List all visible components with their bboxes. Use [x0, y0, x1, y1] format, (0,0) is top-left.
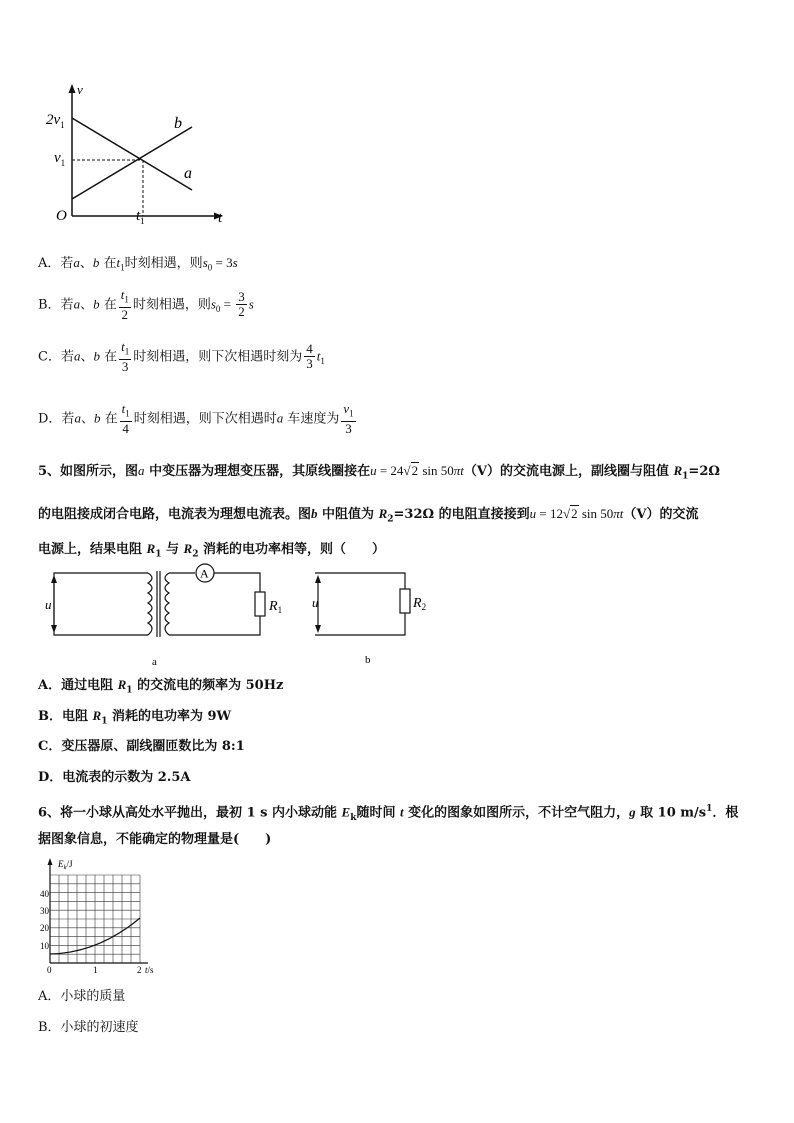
fraction: $\frac{t_1}{3}$	[121, 339, 130, 374]
vt-graph	[40, 80, 240, 230]
vt-y-arrow	[69, 84, 76, 93]
ek-y-tick-10: 10	[40, 941, 49, 951]
circuit-b-caption: b	[365, 654, 371, 666]
q6-option-b: B．小球的初速度	[38, 1020, 139, 1035]
circuit-a	[40, 565, 283, 670]
q4-option-c: C．若a、b 在 $\frac{t_1}{3}$ 时刻相遇，则下次相遇时刻为 $\frac{4}{3}$ $t_1$	[38, 339, 325, 374]
vt-origin: O	[56, 208, 67, 224]
fraction: $\frac{t_1}{4}$	[121, 401, 130, 436]
q4-option-d: D．若a、b 在 $\frac{t_1}{4}$ 时刻相遇，则下次相遇时a 车速度为 $\frac{v_1}{3}$	[38, 401, 354, 436]
vt-tick-2v1: $2v_1$	[46, 112, 65, 130]
q5-option-a: A．通过电阻 $R_1$ 的交流电的频率为 50Hz	[38, 677, 284, 696]
ek-y-label: $E_k/J$	[58, 859, 73, 871]
ek-x-tick-1: 1	[93, 965, 98, 975]
ek-t-graph	[38, 855, 168, 980]
fraction: $\frac{3}{2}$	[238, 289, 245, 320]
ek-y-tick-30: 30	[40, 906, 49, 916]
vt-tick-v1: $v_1$	[54, 150, 66, 168]
q5-line-3: 电源上，结果电阻 $R_1$ 与 $R_2$ 消耗的电功率相等，则（ ）	[38, 541, 385, 560]
resistor-r2-label: $R_2$	[413, 596, 427, 612]
q5-option-d: D．电流表的示数为 2.5A	[38, 770, 191, 785]
q5-line-2: 的电阻接成闭合电路，电流表为理想电流表。图b 中阻值为 $R_2=32\Omega$ 的电阻直接接到u = 12√2 sin 50πt（V）的交流	[38, 506, 699, 525]
ek-y-tick-40: 40	[40, 889, 49, 899]
q5-option-c: C．变压器原、副线圈匝数比为 8:1	[38, 739, 245, 754]
vt-x-label: t	[218, 210, 223, 226]
q5-option-b: B．电阻 $R_1$ 消耗的电功率为 9W	[38, 708, 232, 727]
resistor-r2	[400, 589, 410, 613]
q6-option-a: A．小球的质量	[38, 989, 126, 1004]
circuit-a-caption: a	[152, 656, 157, 668]
vt-y-label: v	[77, 82, 83, 97]
vt-line-b	[72, 127, 192, 199]
vt-label-b: b	[174, 115, 182, 132]
q4-option-b: B．若a、b 在 $\frac{t_1}{2}$ 时刻相遇，则$s_0$ = $\frac{3}{2}$ s	[38, 287, 254, 322]
ek-y-tick-20: 20	[40, 923, 49, 933]
circuit-b-u: u	[312, 595, 319, 610]
resistor-r1	[255, 592, 265, 616]
fraction: $\frac{v_1}{3}$	[343, 401, 354, 436]
circuit-b	[305, 565, 435, 670]
ek-x-tick-2: 2	[137, 965, 142, 975]
ek-x-label: t/s	[145, 965, 154, 975]
primary-wire	[54, 573, 148, 635]
ek-x-tick-0: 0	[47, 965, 52, 975]
fraction: $\frac{t_1}{2}$	[120, 287, 129, 322]
q6-line-1: 6、将一小球从高处水平抛出，最初 1 s 内小球动能 $E_k$随时间 t 变化的图象如图所示，不计空气阻力，g 取 10 $m/s^1$．根	[38, 804, 739, 823]
fraction: $\frac{4}{3}$	[306, 341, 313, 372]
ek-grid	[50, 875, 140, 963]
circuit-b-wire	[315, 573, 405, 589]
q4-option-a: A．若a、b 在$t_1$时刻相遇，则$s_0 = 3s$	[38, 255, 238, 273]
secondary-coil	[165, 573, 169, 635]
circuit-a-u: u	[45, 597, 52, 612]
primary-coil	[148, 573, 152, 635]
ammeter-label: A	[200, 566, 209, 581]
vt-tick-t1: $t_1$	[136, 208, 145, 226]
q6-line-2: 据图象信息，不能确定的物理量是( )	[38, 832, 272, 847]
q5-line-1: 5、如图所示，图a 中变压器为理想变压器，其原线圈接在u = 24√2 sin 50πt（V）的交流电源上，副线圈与阻值 $R_1=2\Omega$	[38, 463, 720, 482]
vt-label-a: a	[184, 165, 192, 182]
resistor-r1-label: $R_1$	[269, 599, 283, 615]
